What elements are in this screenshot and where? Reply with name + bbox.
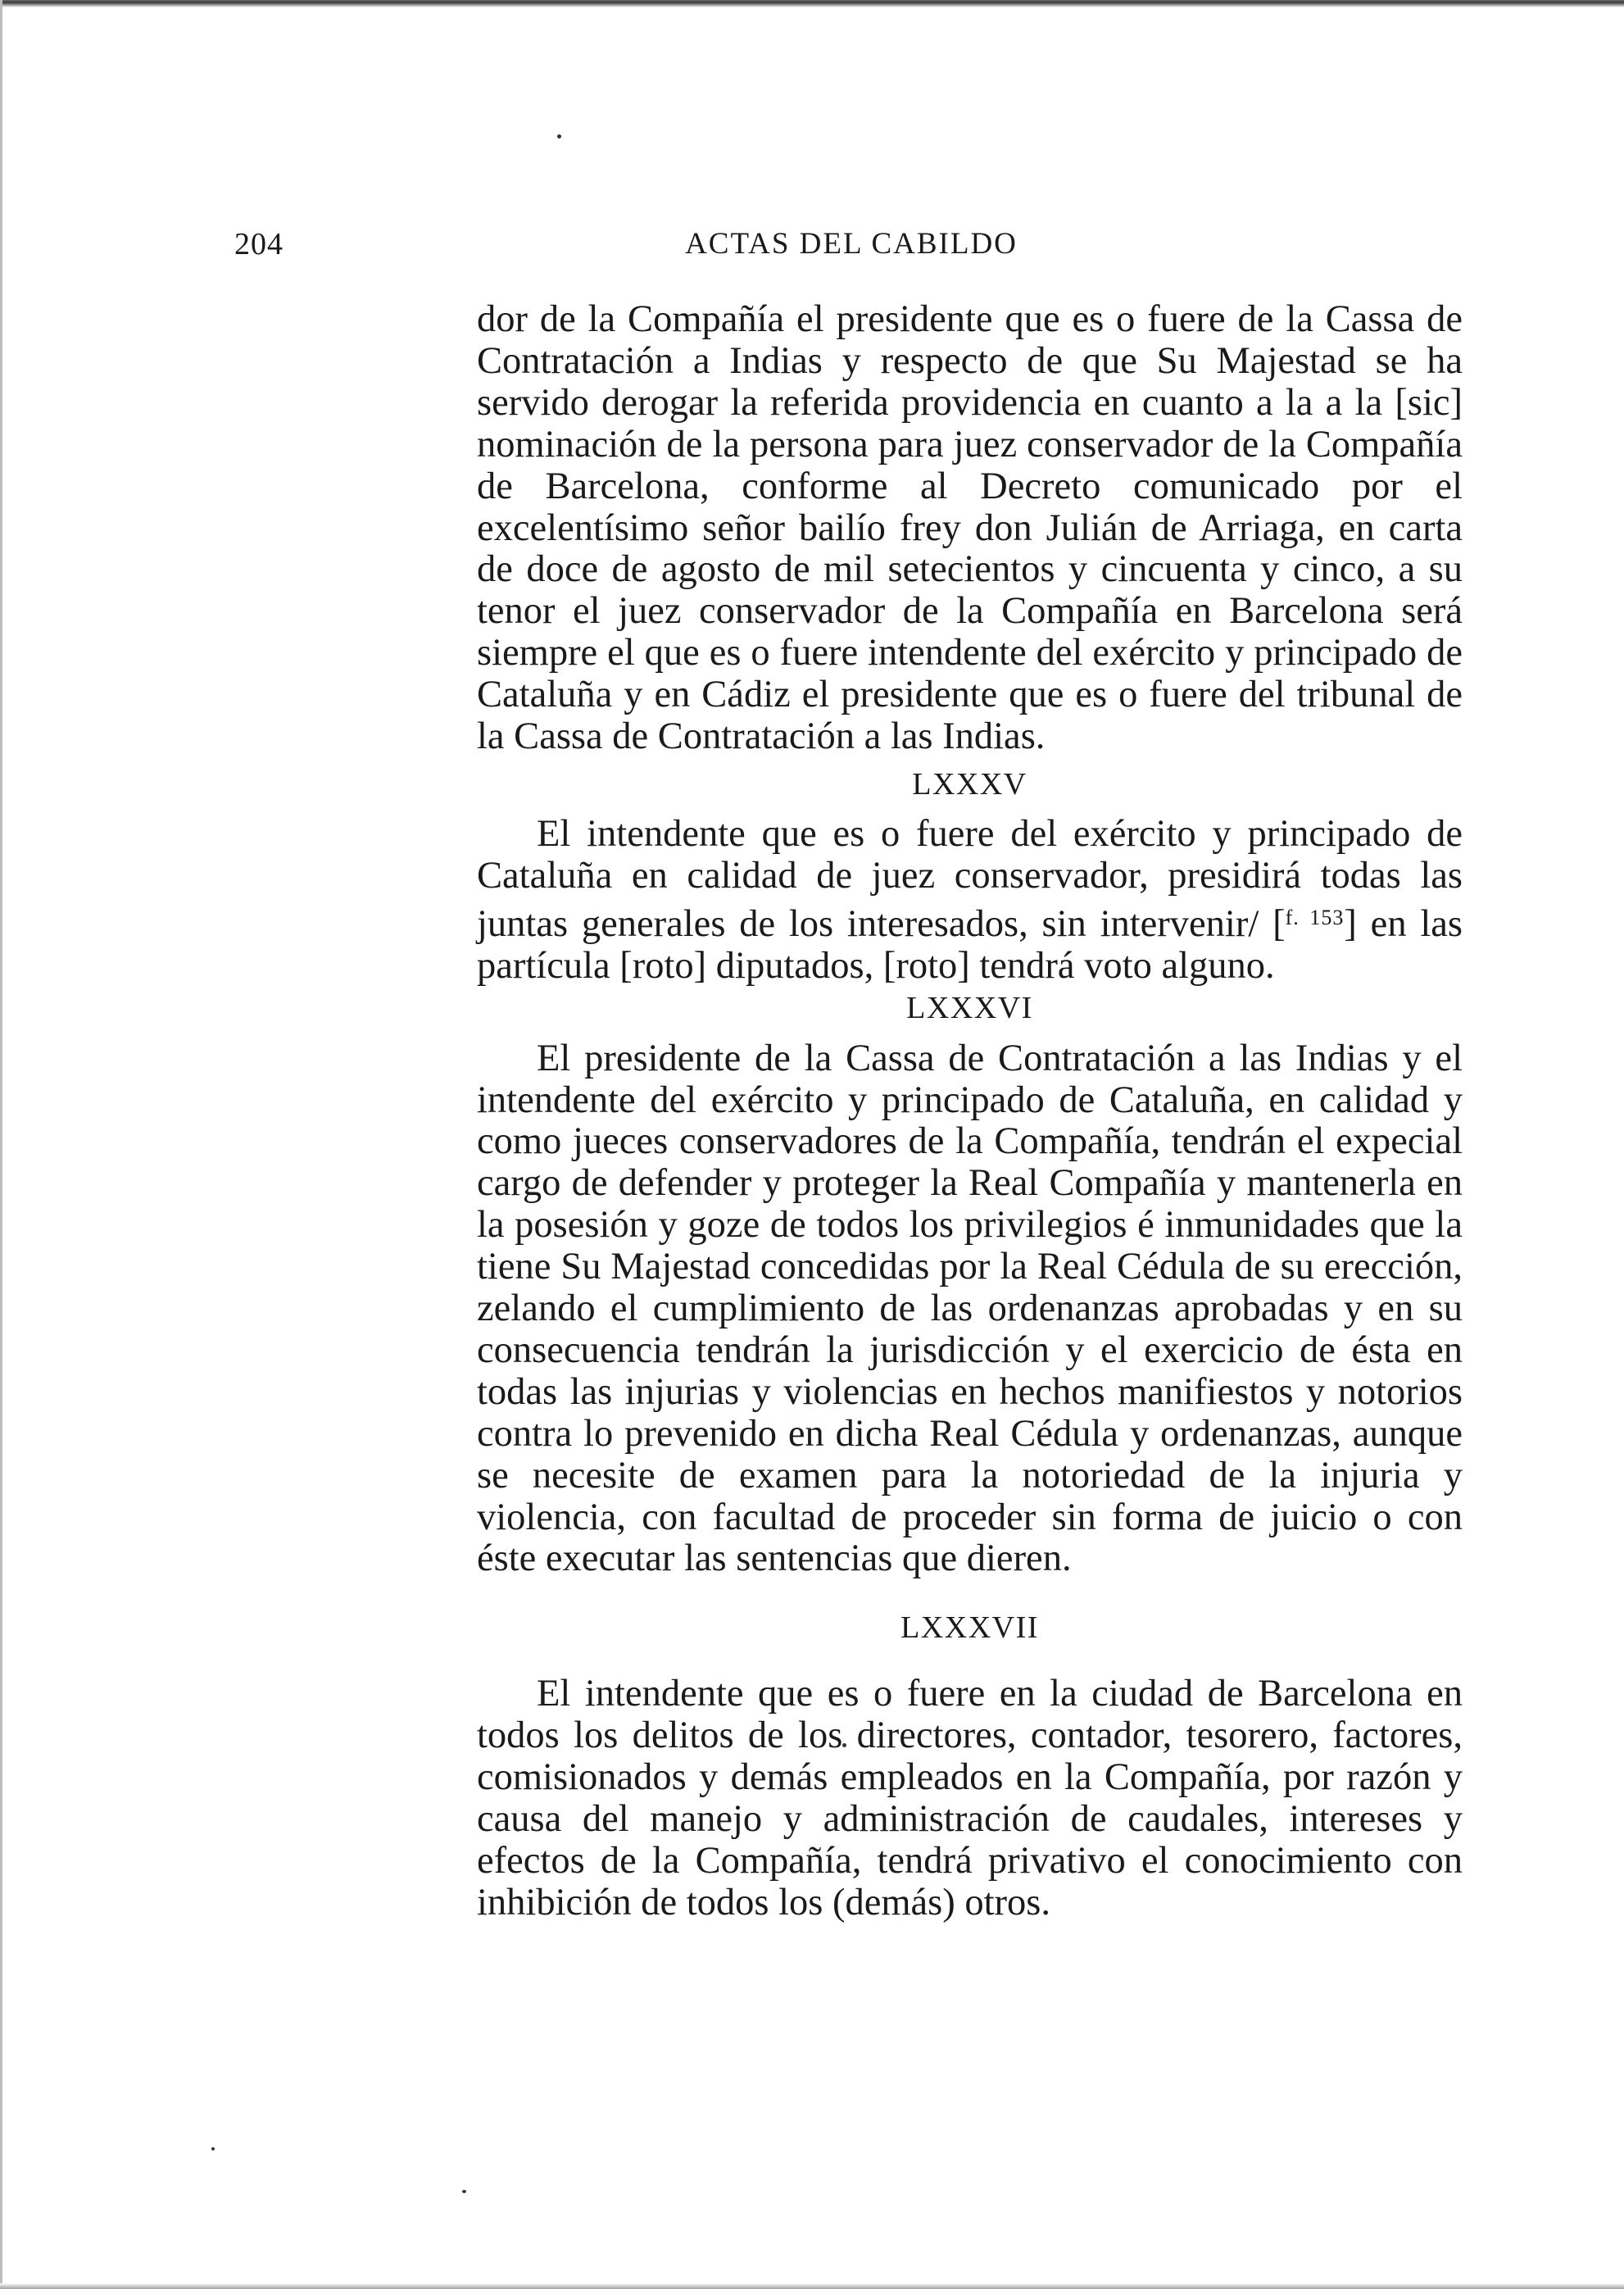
scan-top-edge [0, 0, 1624, 7]
section-heading-lxxxvii: LXXXVII [900, 1610, 1039, 1646]
scan-speck [462, 2190, 466, 2193]
paragraph-lxxxvii: El intendente que es o fuere en la ciudad de Barcelona en todos los delitos de los directores, contador, tesorero, factores, comisionados y demás empleados en la Compañía, por razón y causa del manejo y administración de caudales, intereses y efectos de la Compañía, tendrá privativo el conocimiento con inhibición de todos los (demás) otros. [477, 1673, 1463, 1923]
paragraph-lxxxvi: El presidente de la Cassa de Contratación a las Indias y el intendente del exército y principado de Cataluña, en calidad y como jueces conservadores de la Compañía, tendrán el expecial cargo de defender y proteger la Real Compañía y mantenerla en la posesión y goze de todos los privilegios é inmunidades que la tiene Su Majestad concedidas por la Real Cédula de su erección, zelando el cumplimiento de las ordenanzas aprobadas y en su consecuencia tendrán la jurisdicción y el exercicio de ésta en todas las injurias y violencias en hechos manifiestos y notorios contra lo prevenido en dicha Real Cédula y ordenanzas, aunque se necesite de examen para la notoriedad de la injuria y violencia, con facultad de proceder sin forma de juicio o con éste executar las sentencias que dieren. [477, 1037, 1463, 1580]
paragraph-lxxxv [477, 814, 1463, 988]
scan-speck [211, 2147, 215, 2150]
paragraph-continuation: dor de la Compañía el presidente que es o fuere de la Cassa de Contratación a Indias y respecto de que Su Majestad se ha servido derogar la referida providencia en cuanto a la a la [sic] nominación de la persona para juez conservador de la Compañía de Barcelona, conforme al Decreto comunicado por el excelentísimo señor bailío frey don Julián de Arriaga, en carta de doce de agosto de mil setecientos y cincuenta y cinco, a su tenor el juez conservador de la Compañía en Barcelona será siempre el que es o fuere intendente del exército y principado de Cataluña y en Cádiz el presidente que es o fuere del tribunal de la Cassa de Contratación a las Indias. [477, 298, 1463, 758]
section-heading-lxxxvi: LXXXVI [906, 990, 1033, 1025]
paragraph-lxxxv-text-end: en las partícula [roto] diputados, [roto] tendrá voto alguno. [477, 902, 1463, 987]
folio-bracket-close: ] [1344, 902, 1357, 945]
scan-speck [557, 134, 561, 139]
running-title: ACTAS DEL CABILDO [685, 227, 1018, 261]
scan-left-edge [0, 0, 2, 2289]
paragraph-lxxxv-text: El intendente que es o fuere del exército y principado de Cataluña en calidad de juez conservador, presidirá todas las juntas generales de los interesados, sin intervenir/ [477, 812, 1463, 945]
page-number: 204 [234, 227, 284, 261]
page-body [477, 299, 1463, 1924]
page-header [0, 220, 1624, 269]
folio-bracket-open: [ [1272, 902, 1286, 945]
section-heading-lxxxv: LXXXV [912, 766, 1027, 802]
folio-marker: f. 153 [1285, 905, 1345, 929]
scan-bottom-edge [0, 2283, 1624, 2289]
